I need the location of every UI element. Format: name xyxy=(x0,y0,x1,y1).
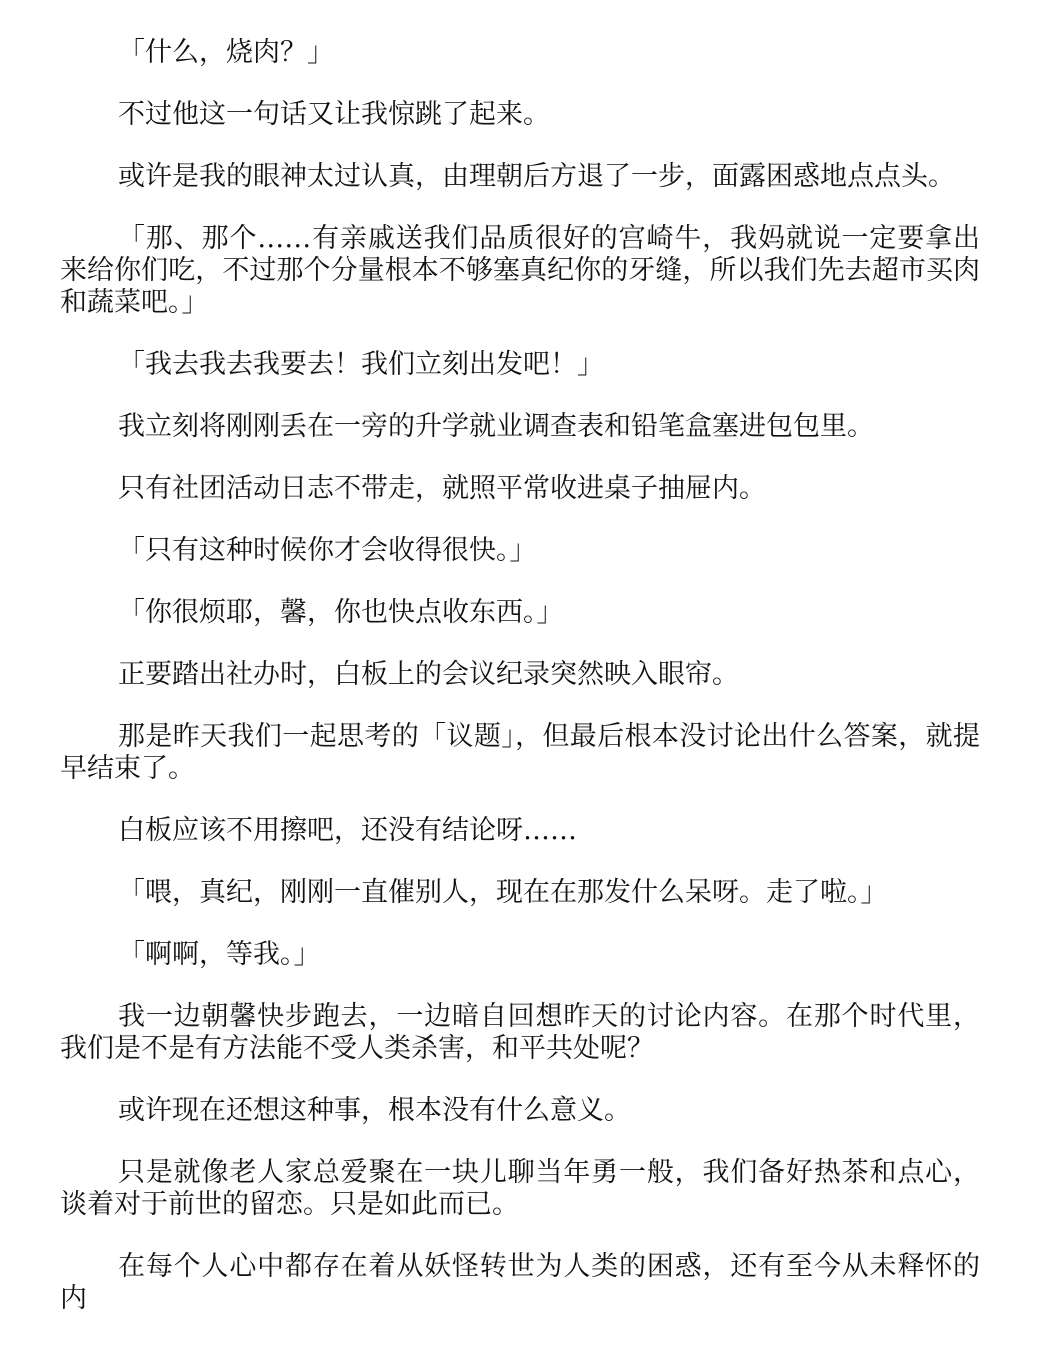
paragraph: 那是昨天我们一起思考的「议题」，但最后根本没讨论出什么答案，就提早结束了。 xyxy=(60,721,980,784)
paragraph: 「什么，烧肉？」 xyxy=(118,37,334,68)
paragraph: 「喂，真纪，刚刚一直催别人，现在在那发什么呆呀。走了啦。」 xyxy=(118,877,888,908)
paragraph: 「只有这种时候你才会收得很快。」 xyxy=(118,535,537,566)
paragraph: 不过他这一句话又让我惊跳了起来。 xyxy=(118,99,550,130)
paragraph: 「那、那个……有亲戚送我们品质很好的宫崎牛，我妈就说一定要拿出来给你们吃，不过那个分量根本不够塞真纪你的牙缝，所以我们先去超市买肉和蔬菜吧。」 xyxy=(60,223,980,318)
paragraph: 只是就像老人家总爱聚在一块儿聊当年勇一般，我们备好热茶和点心，谈着对于前世的留恋。只是如此而已。 xyxy=(60,1157,980,1220)
paragraph: 我一边朝馨快步跑去，一边暗自回想昨天的讨论内容。在那个时代里，我们是不是有方法能不受人类杀害，和平共处呢？ xyxy=(60,1001,980,1064)
paragraph: 只有社团活动日志不带走，就照平常收进桌子抽屉内。 xyxy=(118,473,766,504)
document-page xyxy=(60,37,980,1345)
paragraph: 白板应该不用擦吧，还没有结论呀…… xyxy=(118,815,577,846)
paragraph: 「你很烦耶，馨，你也快点收东西。」 xyxy=(118,597,564,628)
paragraph: 在每个人心中都存在着从妖怪转世为人类的困惑，还有至今从未释怀的内 xyxy=(60,1251,980,1314)
paragraph: 正要踏出社办时，白板上的会议纪录突然映入眼帘。 xyxy=(118,659,739,690)
paragraph: 「我去我去我要去！我们立刻出发吧！」 xyxy=(118,349,604,380)
paragraph: 我立刻将刚刚丢在一旁的升学就业调查表和铅笔盒塞进包包里。 xyxy=(118,411,874,442)
paragraph: 「啊啊，等我。」 xyxy=(118,939,321,970)
paragraph: 或许是我的眼神太过认真，由理朝后方退了一步，面露困惑地点点头。 xyxy=(118,161,955,192)
paragraph: 或许现在还想这种事，根本没有什么意义。 xyxy=(118,1095,631,1126)
